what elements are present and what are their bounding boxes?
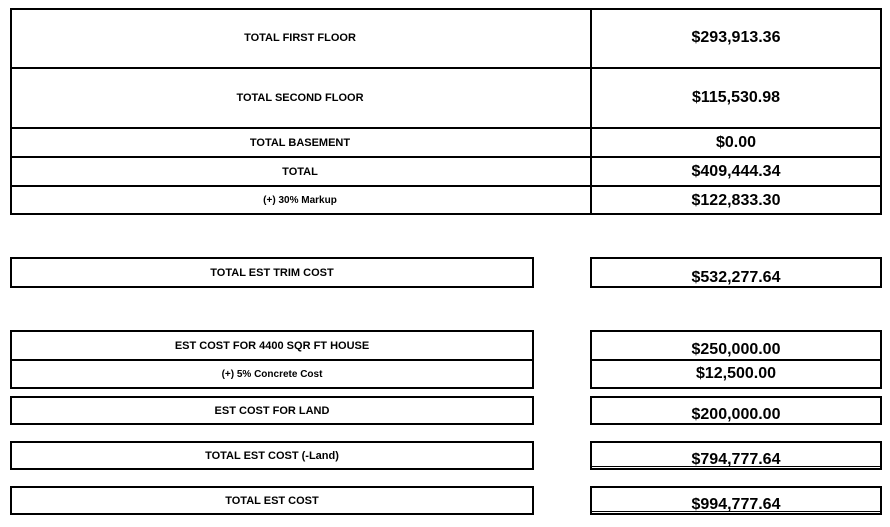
concrete-label: (+) 5% Concrete Cost xyxy=(221,368,323,380)
trim-value: $532,277.64 xyxy=(691,268,781,286)
total-est-label: TOTAL EST COST xyxy=(225,494,319,507)
total-value: $409,444.34 xyxy=(691,162,781,180)
markup-label: (+) 30% Markup xyxy=(263,195,337,206)
land-value: $200,000.00 xyxy=(691,405,781,423)
house-value: $250,000.00 xyxy=(691,341,781,358)
first-floor-value: $293,913.36 xyxy=(691,29,781,46)
second-floor-label: TOTAL SECOND FLOOR xyxy=(236,92,364,104)
trim-label: TOTAL EST TRIM COST xyxy=(210,266,334,279)
concrete-value: $12,500.00 xyxy=(695,365,777,382)
house-label: EST COST FOR 4400 SQR FT HOUSE xyxy=(174,339,370,352)
markup-value: $122,833.30 xyxy=(691,191,781,209)
total-label: TOTAL xyxy=(282,165,318,178)
basement-value: $0.00 xyxy=(715,133,757,151)
basement-label: TOTAL BASEMENT xyxy=(249,136,351,149)
second-floor-value: $115,530.98 xyxy=(691,89,781,106)
first-floor-label: TOTAL FIRST FLOOR xyxy=(244,32,356,44)
total-est-value: $994,777.64 xyxy=(691,495,781,513)
total-no-land-label: TOTAL EST COST (-Land) xyxy=(205,449,339,462)
land-label: EST COST FOR LAND xyxy=(214,404,330,417)
total-no-land-value: $794,777.64 xyxy=(691,450,781,468)
